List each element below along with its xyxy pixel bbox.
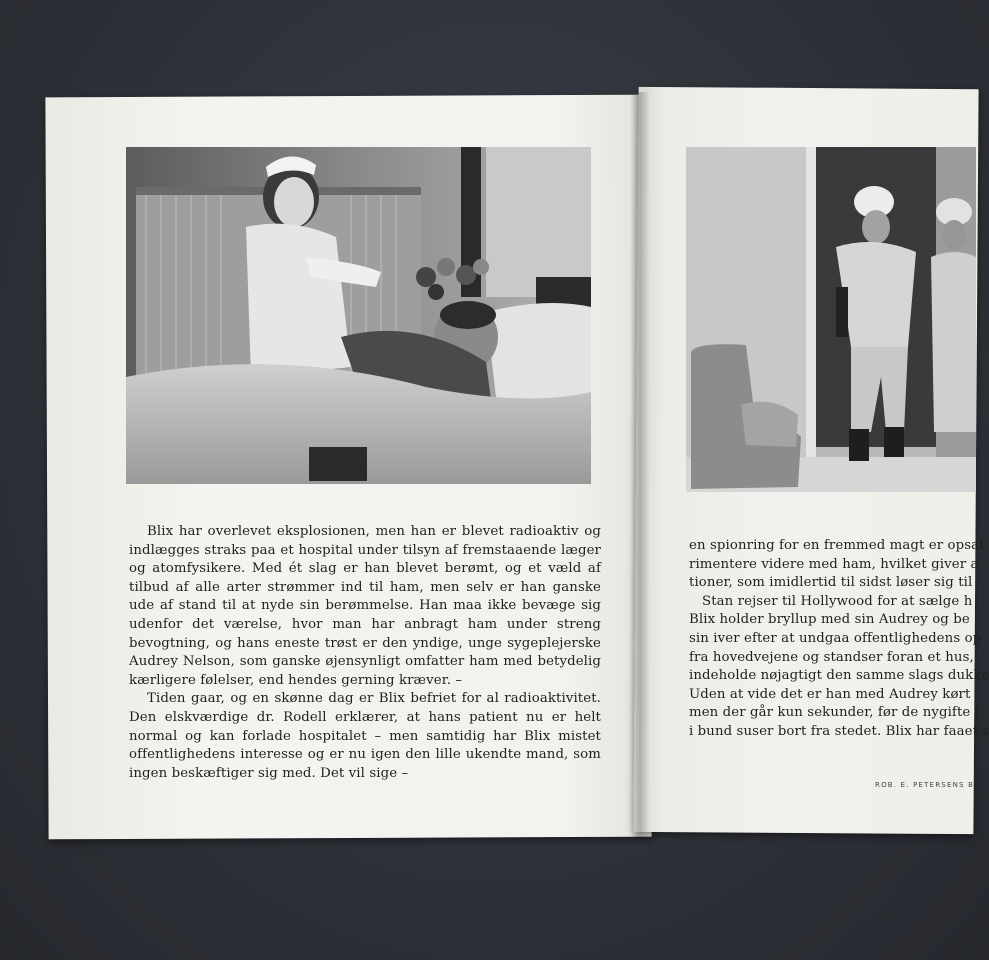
text-line: sin iver efter at undgaa offentlighedens op	[689, 630, 982, 646]
right-page-body-text	[689, 537, 989, 742]
text-line: men der går kun sekunder, før de nygifte f	[689, 705, 980, 721]
text-line: fra hovedvejene og standser foran et hus,	[689, 649, 974, 665]
text-line: i bund suser bort fra stedet. Blix har faaet s	[689, 723, 989, 739]
book-gutter	[630, 92, 650, 837]
paragraph: Tiden gaar, og en skønne dag er Blix befriet for al radioaktivitet. Den elskværdige dr. Rodell erklærer, at hans patient nu er helt normal og kan forlade hospitalet – men samtidig har Blix mistet offentlighedens interesse og er nu igen den lille ukendte mand, som ingen beskæftiger sig med. Det vil sige –	[129, 691, 601, 781]
printer-imprint: ROB. E. PETERSENS B	[875, 781, 975, 789]
hospital-scene-photo	[126, 147, 591, 484]
text-line: Blix holder bryllup med sin Audrey og be	[689, 612, 970, 628]
text-line: indeholde nøjagtigt den samme slags dukke	[689, 668, 989, 684]
text-line: rimentere videre med ham, hvilket giver a	[689, 556, 979, 572]
left-page-body-text	[129, 523, 601, 783]
text-line: Uden at vide det er han med Audrey kørt	[689, 686, 971, 702]
text-line: en spionring for en fremmed magt er opsat	[689, 538, 985, 553]
paragraph: Blix har overlevet eksplosionen, men han er blevet radioaktiv og indlægges straks paa et hospital under tilsyn af fremstaaende læger og atomfysikere. Med ét slag er han blevet berømt, og et væld af tilbud af alle arter strømmer ind til ham, men selv er han ganske ude af stand til at nyde sin berømmelse. Han maa ikke bevæge sig udenfor det værelse, hvor man har anbragt ham under streng bevogtning, og hans eneste trøst er den yndige, unge sygeplejerske Audrey Nelson, som ganske øjensynligt omfatter ham med betydelig kærligere følelser, end hendes gerning kræver. –	[129, 524, 601, 688]
guards-scene-photo	[686, 147, 976, 492]
text-line: tioner, som imidlertid til sidst løser sig til	[689, 575, 973, 591]
text-line: Stan rejser til Hollywood for at sælge h	[689, 593, 973, 609]
